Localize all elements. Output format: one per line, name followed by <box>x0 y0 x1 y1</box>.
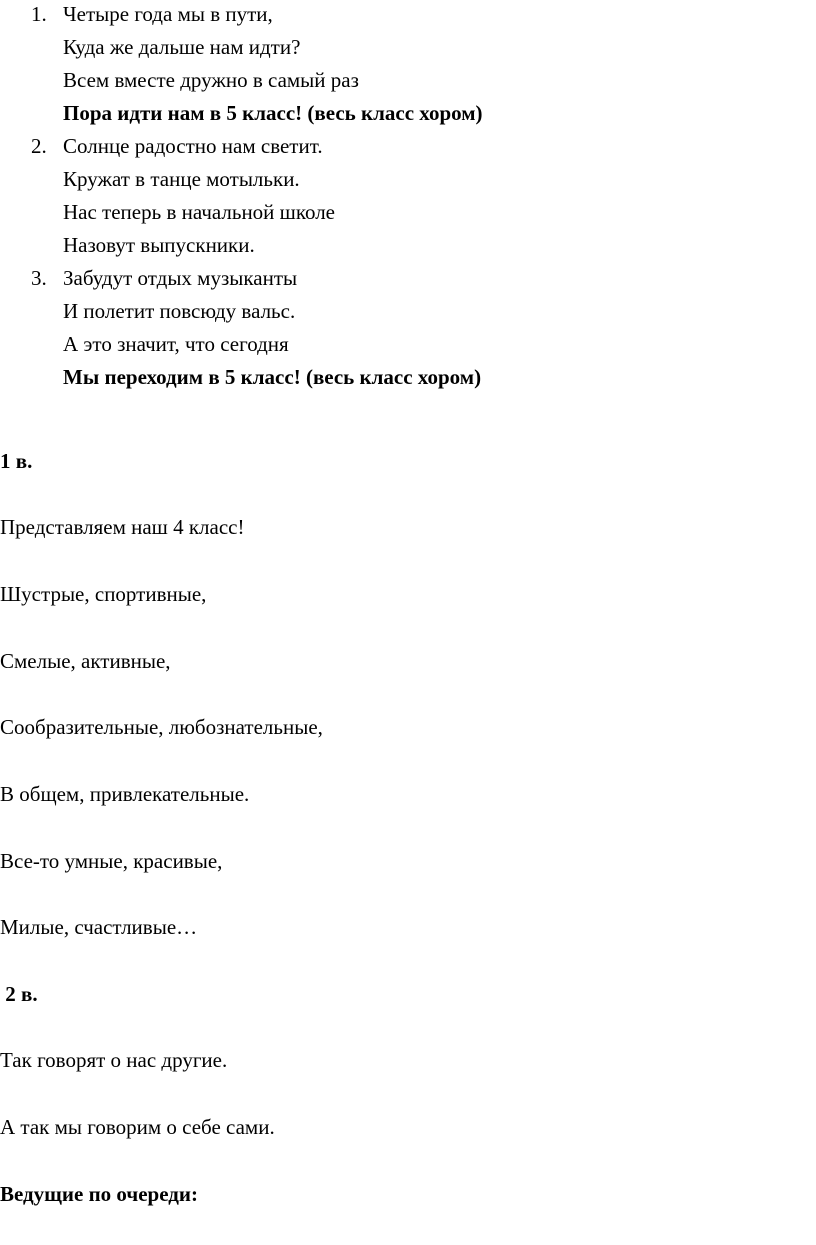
verse-line <box>0 301 816 334</box>
paragraph: Смелые, активные, <box>0 649 171 673</box>
verse-line <box>0 367 816 400</box>
paragraph: Так говорят о нас другие. <box>0 1048 228 1072</box>
verse-line <box>0 334 816 367</box>
verse-text-chorus: Пора идти нам в 5 класс! (весь класс хором) <box>63 101 483 125</box>
paragraph: Милые, счастливые… <box>0 915 198 939</box>
verse-line <box>0 268 816 301</box>
verse-text: А это значит, что сегодня <box>63 332 289 356</box>
paragraph: Шустрые, спортивные, <box>0 582 207 606</box>
speaker-label: 2 в. <box>0 982 38 1006</box>
verse-line <box>0 4 816 37</box>
numbered-verses <box>0 4 816 400</box>
paragraph: А так мы говорим о себе сами. <box>0 1115 275 1139</box>
verse-line <box>0 202 816 235</box>
speaker-label: 1 в. <box>0 449 33 473</box>
verse-text: Всем вместе дружно в самый раз <box>63 68 359 92</box>
paragraph: В общем, привлекательные. <box>0 782 250 806</box>
verse-line <box>0 103 816 136</box>
section-heading: Ведущие по очереди: <box>0 1182 198 1206</box>
verse-text: Назовут выпускники. <box>63 233 255 257</box>
paragraph: Сообразительные, любознательные, <box>0 715 323 739</box>
verse-line <box>0 235 816 268</box>
verse-number: 2. <box>31 134 47 158</box>
verse-text: Нас теперь в начальной школе <box>63 200 336 224</box>
verse-text-chorus: Мы переходим в 5 класс! (весь класс хором) <box>63 365 482 389</box>
verse-text: Кружат в танце мотыльки. <box>63 167 300 191</box>
verse-line <box>0 37 816 70</box>
verse-text: Забудут отдых музыканты <box>63 266 298 290</box>
verse-number: 3. <box>31 266 47 290</box>
verse-line <box>0 136 816 169</box>
paragraph: Все-то умные, красивые, <box>0 849 223 873</box>
verse-text: И полетит повсюду вальс. <box>63 299 296 323</box>
verse-text: Куда же дальше нам идти? <box>63 35 301 59</box>
verse-line <box>0 169 816 202</box>
paragraph: Представляем наш 4 класс! <box>0 515 245 539</box>
verse-text: Солнце радостно нам светит. <box>63 134 323 158</box>
verse-number: 1. <box>31 2 47 26</box>
verse-text: Четыре года мы в пути, <box>63 2 273 26</box>
verse-line <box>0 70 816 103</box>
